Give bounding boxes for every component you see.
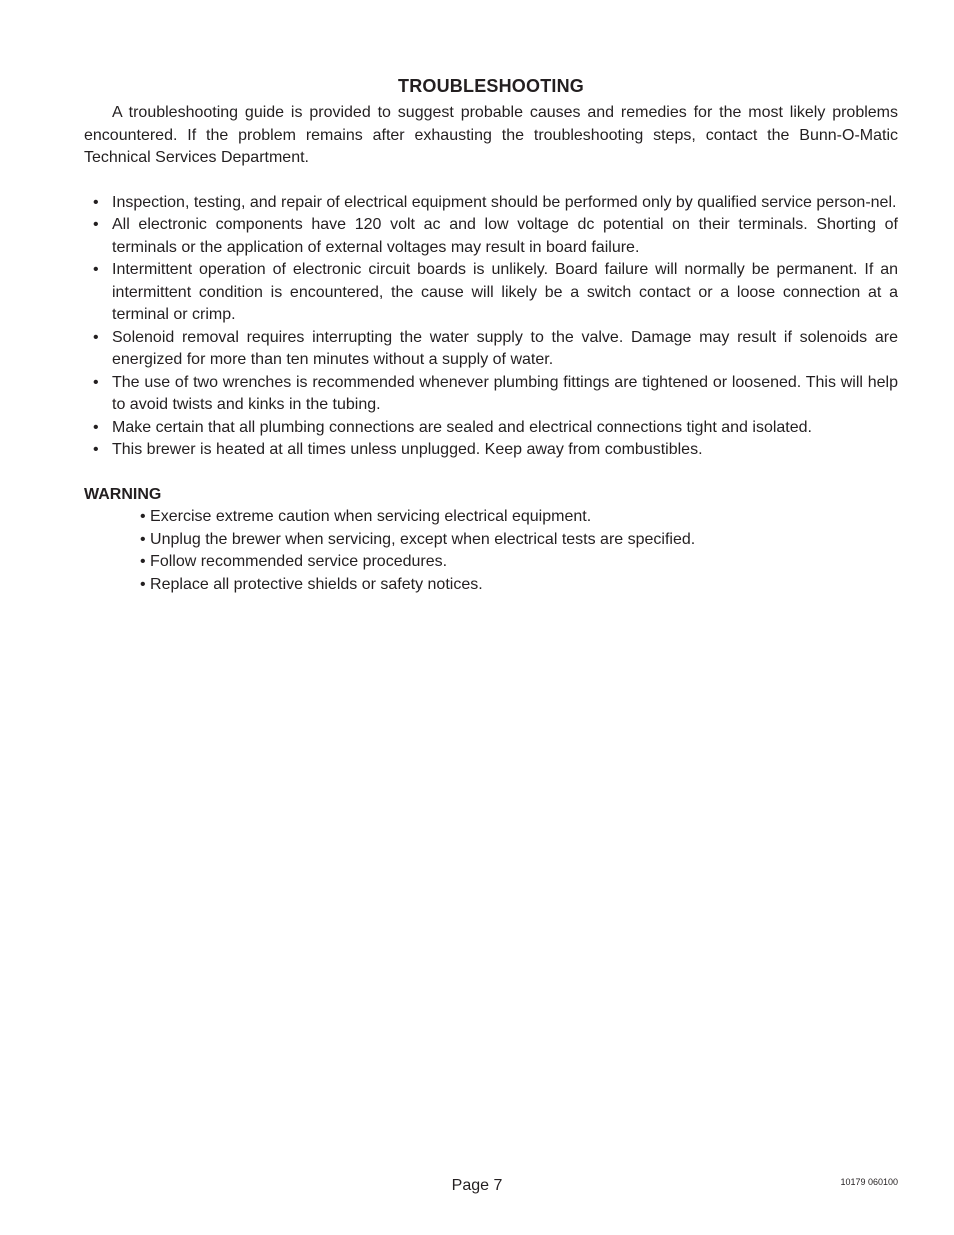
list-item-text: Intermittent operation of electronic circuit boards is unlikely. Board failure will normally be permanent. If an intermittent condition is encountered, the cause will likely be a switch contact or a loose connection at a terminal or crimp. [112,261,898,323]
list-item-text: This brewer is heated at all times unless unplugged. Keep away from combustibles. [112,441,703,458]
list-item [84,439,898,462]
bullet-icon: • [93,193,99,211]
page-title: TROUBLESHOOTING [398,76,584,96]
warning-item: • Follow recommended service procedures. [140,553,448,570]
list-item-text: Make certain that all plumbing connections are sealed and electrical connections tight and isolated. [112,418,812,436]
list-item-text: The use of two wrenches is recommended whenever plumbing fittings are tightened or loosened. This will help to avoid twists and kinks in the tubing. [112,373,898,413]
troubleshooting-bullet-list [84,192,898,462]
warning-item: • Exercise extreme caution when servicing electrical equipment. [140,508,592,525]
bullet-icon: • [93,328,99,346]
list-item [84,417,898,440]
list-item-text: Solenoid removal requires interrupting the water supply to the valve. Damage may result if solenoids are energized for more than ten minutes without a supply of water. [112,328,898,368]
intro-paragraph: A troubleshooting guide is provided to suggest probable causes and remedies for the most likely problems encountered. If the problem remains after exhausting the troubleshooting steps, contact the Bunn-O-Matic Technical Services Department. [84,104,898,166]
list-item [84,192,898,215]
warning-item: • Unplug the brewer when servicing, except when electrical tests are specified. [140,530,696,548]
bullet-icon: • [93,261,99,278]
warning-heading: WARNING [84,485,162,503]
list-item-text: All electronic components have 120 volt ac and low voltage dc potential on their terminals. Shorting of terminals or the application of external voltages may result in board failure. [112,216,898,256]
list-item [84,327,898,372]
bullet-icon: • [93,373,99,391]
list-item [84,259,898,327]
page-number: Page 7 [451,1177,503,1194]
warning-list [84,506,898,596]
document-code: 10179 060100 [840,1177,898,1187]
bullet-icon: • [93,441,99,458]
list-item-text: Inspection, testing, and repair of electrical equipment should be performed only by qualified service person-nel. [112,193,897,211]
warning-item: • Replace all protective shields or safety notices. [140,575,483,593]
bullet-icon: • [93,418,99,436]
bullet-icon: • [93,216,99,233]
list-item [84,372,898,417]
list-item [84,214,898,259]
document-body [84,74,898,596]
